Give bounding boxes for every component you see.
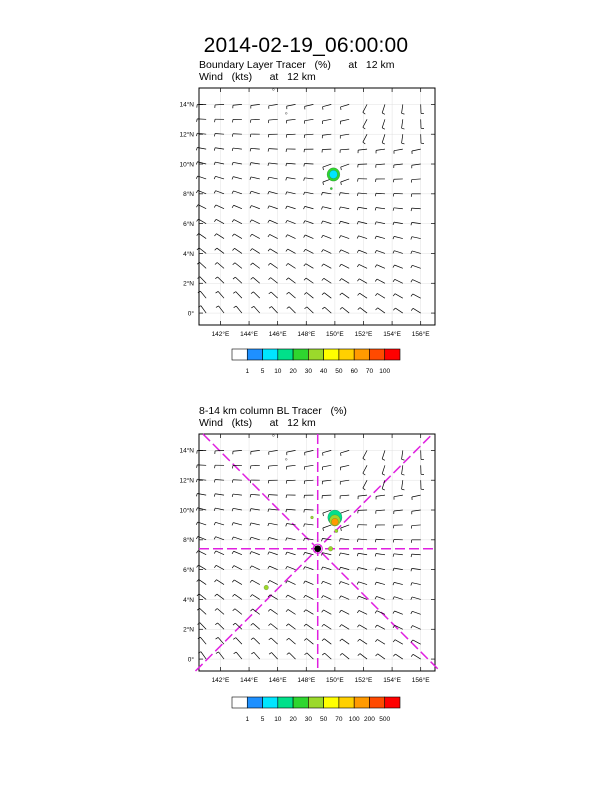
bottom-subtitle-line1: 8-14 km column BL Tracer (%) bbox=[199, 405, 347, 417]
top-wind-barb-flag bbox=[197, 233, 199, 235]
top-lat-label: 14°N bbox=[179, 101, 194, 109]
bottom-lon-label: 142°E bbox=[211, 677, 230, 684]
bottom-wind-barb-flag bbox=[197, 465, 198, 468]
top-wind-barb-flag bbox=[196, 190, 198, 193]
bottom-colorbar-label: 70 bbox=[335, 716, 343, 723]
bottom-colorbar-swatch bbox=[324, 697, 339, 708]
top-wind-barb-flag bbox=[196, 205, 198, 207]
bottom-colorbar-label: 10 bbox=[274, 716, 282, 723]
top-colorbar-label: 10 bbox=[274, 368, 282, 375]
top-colorbar-swatch bbox=[263, 349, 278, 360]
top-lon-label: 150°E bbox=[325, 331, 344, 338]
bottom-lon-label: 150°E bbox=[325, 677, 344, 684]
top-colorbar-swatch bbox=[369, 349, 384, 360]
top-tracer-blob bbox=[330, 187, 332, 189]
top-lon-label: 156°E bbox=[411, 331, 430, 338]
bottom-wind-barb-flag bbox=[196, 522, 197, 525]
top-subtitle-line2: Wind (kts) at 12 km bbox=[199, 71, 316, 83]
bottom-colorbar-swatch bbox=[354, 697, 369, 708]
top-map-frame bbox=[199, 88, 435, 325]
bottom-colorbar-label: 50 bbox=[320, 716, 328, 723]
bottom-lat-label: 6°N bbox=[183, 566, 194, 574]
bottom-colorbar-swatch bbox=[369, 697, 384, 708]
top-wind-barb-flag bbox=[196, 176, 197, 179]
bottom-lat-label: 8°N bbox=[183, 537, 194, 545]
bottom-lat-label: 0° bbox=[187, 656, 194, 664]
top-colorbar-label: 1 bbox=[245, 368, 250, 375]
bottom-tracer-blob bbox=[328, 546, 333, 551]
bottom-colorbar-swatch bbox=[263, 697, 278, 708]
bottom-wind-barb-flag bbox=[197, 565, 199, 567]
bottom-lon-label: 146°E bbox=[268, 677, 287, 684]
top-lat-label: 6°N bbox=[183, 220, 194, 228]
top-colorbar-swatch bbox=[247, 349, 262, 360]
bottom-tracer-blob bbox=[311, 516, 314, 519]
bottom-lon-label: 148°E bbox=[297, 677, 316, 684]
top-colorbar-label: 70 bbox=[365, 368, 374, 375]
bottom-colorbar-label: 200 bbox=[364, 716, 375, 723]
bottom-colorbar-label: 100 bbox=[348, 716, 360, 723]
top-lon-label: 142°E bbox=[211, 331, 230, 338]
bottom-map-panel bbox=[179, 434, 439, 723]
bottom-colorbar-swatch bbox=[339, 697, 354, 708]
top-wind-barb-flag bbox=[197, 219, 199, 221]
top-lat-label: 12°N bbox=[179, 131, 194, 139]
top-colorbar-swatch bbox=[324, 349, 339, 360]
top-colorbar-swatch bbox=[232, 349, 247, 360]
bottom-colorbar-swatch bbox=[232, 697, 247, 708]
bottom-lat-label: 14°N bbox=[179, 447, 194, 455]
bottom-lat-label: 2°N bbox=[183, 626, 194, 634]
bottom-colorbar-swatch bbox=[308, 697, 323, 708]
top-colorbar-label: 40 bbox=[320, 368, 328, 375]
bottom-lon-label: 154°E bbox=[383, 677, 401, 684]
bottom-wind-barb-flag bbox=[196, 493, 197, 496]
top-lat-label: 10°N bbox=[179, 161, 194, 169]
top-map-panel bbox=[179, 88, 435, 375]
bottom-colorbar-swatch bbox=[293, 697, 308, 708]
top-colorbar-swatch bbox=[339, 349, 354, 360]
bottom-lon-label: 144°E bbox=[240, 677, 258, 684]
top-lon-label: 146°E bbox=[268, 331, 287, 338]
bottom-wind-barb-flag bbox=[196, 551, 198, 553]
top-lon-label: 148°E bbox=[297, 331, 316, 338]
top-colorbar-label: 50 bbox=[335, 368, 343, 375]
bottom-wind-barb-flag bbox=[197, 579, 199, 581]
bottom-colorbar-swatch bbox=[385, 697, 400, 708]
bottom-colorbar-label: 30 bbox=[304, 716, 312, 723]
top-colorbar-label: 100 bbox=[379, 368, 391, 375]
top-lat-label: 0° bbox=[187, 310, 194, 318]
bottom-colorbar-swatch bbox=[247, 697, 262, 708]
top-lat-label: 4°N bbox=[183, 250, 194, 258]
top-wind-barb-flag bbox=[196, 162, 197, 165]
bottom-tracer-blob bbox=[264, 585, 269, 590]
bottom-subtitle-line2: Wind (kts) at 12 km bbox=[199, 417, 316, 429]
bottom-tracer-blob bbox=[331, 518, 338, 525]
bottom-colorbar-label: 20 bbox=[289, 716, 297, 723]
bottom-colorbar-label: 1 bbox=[245, 716, 250, 723]
bottom-wind-barb-flag bbox=[196, 508, 197, 511]
bottom-lat-label: 10°N bbox=[179, 507, 194, 515]
top-colorbar-label: 30 bbox=[304, 368, 312, 375]
bottom-center-marker bbox=[314, 545, 321, 552]
top-lat-label: 8°N bbox=[183, 191, 194, 199]
top-lon-label: 144°E bbox=[240, 331, 258, 338]
bottom-colorbar-label: 5 bbox=[260, 716, 265, 723]
top-lon-label: 152°E bbox=[354, 331, 373, 338]
top-colorbar-swatch bbox=[385, 349, 400, 360]
top-colorbar-swatch bbox=[278, 349, 293, 360]
top-colorbar-label: 5 bbox=[260, 368, 265, 375]
bottom-lon-label: 156°E bbox=[411, 677, 430, 684]
bottom-wind-barb-flag bbox=[196, 479, 197, 482]
main-title: 2014-02-19_06:00:00 bbox=[203, 34, 409, 57]
bottom-lon-label: 152°E bbox=[354, 677, 373, 684]
top-wind-barb-flag bbox=[197, 119, 198, 122]
bottom-wind-barb-flag bbox=[196, 536, 198, 539]
top-colorbar-swatch bbox=[308, 349, 323, 360]
top-colorbar-swatch bbox=[293, 349, 308, 360]
top-subtitle-line1: Boundary Layer Tracer (%) at 12 km bbox=[199, 59, 395, 71]
bottom-lat-label: 4°N bbox=[183, 596, 194, 604]
bottom-colorbar-label: 500 bbox=[379, 716, 391, 723]
top-lat-label: 2°N bbox=[183, 280, 194, 288]
top-wind-barb-flag bbox=[196, 147, 197, 150]
top-colorbar-label: 60 bbox=[350, 368, 358, 375]
bottom-lat-label: 12°N bbox=[179, 477, 194, 485]
top-colorbar-swatch bbox=[354, 349, 369, 360]
bottom-tracer-blob bbox=[335, 529, 338, 533]
top-colorbar-label: 20 bbox=[289, 368, 297, 375]
top-tracer-blob bbox=[329, 170, 337, 178]
top-lon-label: 154°E bbox=[383, 331, 401, 338]
top-wind-barb-flag bbox=[196, 133, 197, 136]
bottom-colorbar-swatch bbox=[278, 697, 293, 708]
